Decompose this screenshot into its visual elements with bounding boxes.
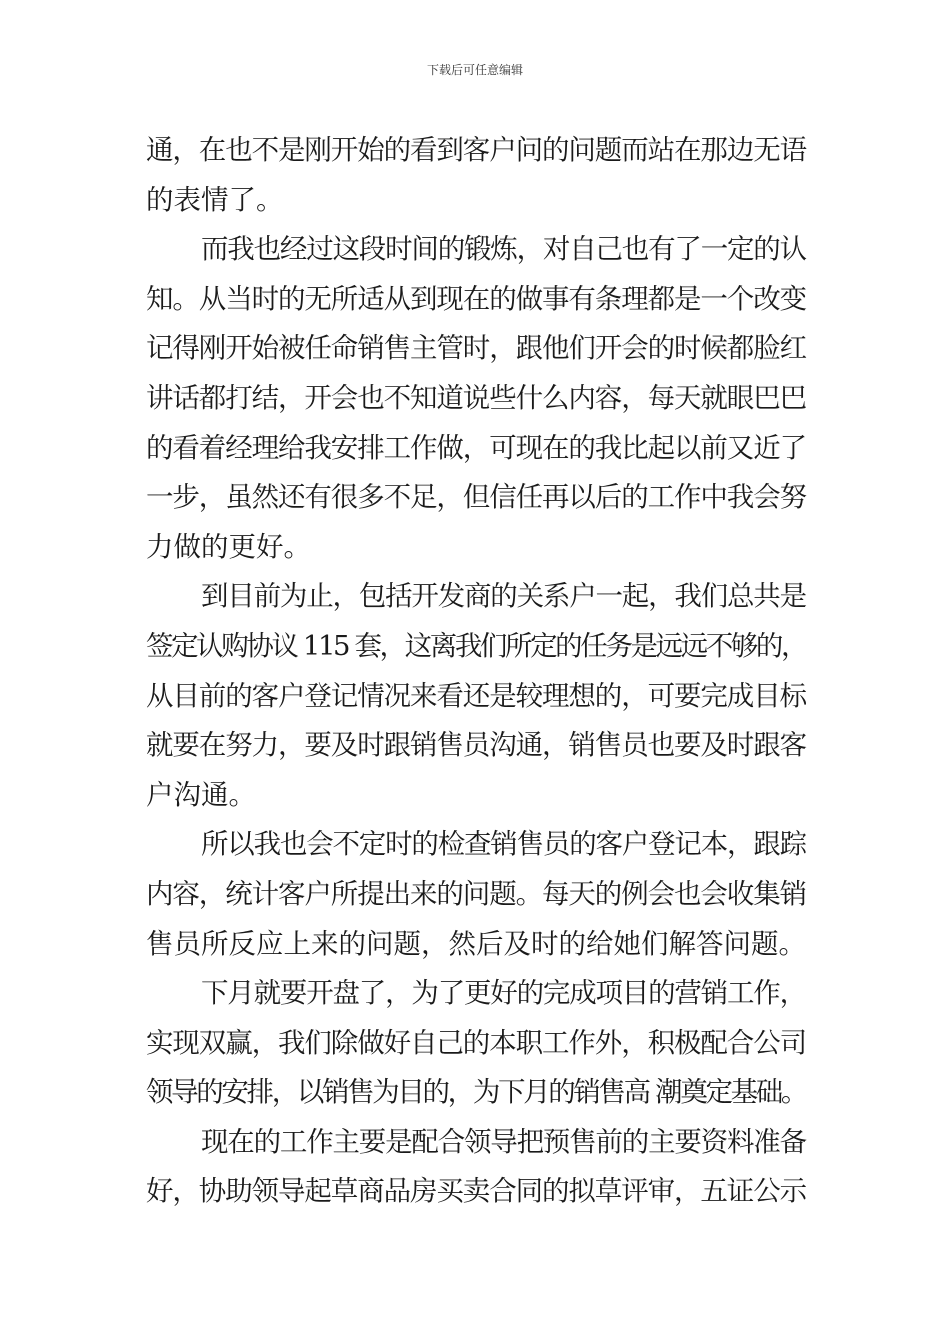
paragraph-first-line: 现在的工作主要是配合领导把预售前的主要资料准备 bbox=[201, 1125, 806, 1158]
text-line: 售员所反应上来的问题，然后及时的给她们解答问题。 bbox=[146, 927, 806, 960]
text-line: 的表情了。 bbox=[146, 183, 284, 216]
text-line: 知。从当时的无所适从到现在的做事有条理都是一个改变 bbox=[146, 282, 806, 315]
text-line: 实现双赢，我们除做好自己的本职工作外，积极配合公司 bbox=[146, 1026, 806, 1059]
paragraph-first-line: 下月就要开盘了，为了更好的完成项目的营销工作， bbox=[201, 977, 806, 1010]
text-line: 力做的更好。 bbox=[146, 530, 311, 563]
text-line: 就要在努力，要及时跟销售员沟通，销售员也要及时跟客 bbox=[146, 729, 806, 762]
text-line: 领导的安排，以销售为目的，为下月的销售高 潮奠定基础。 bbox=[146, 1076, 807, 1109]
text-line: 的看着经理给我安排工作做，可现在的我比起以前又近了 bbox=[146, 431, 806, 464]
text-line: 户沟通。 bbox=[146, 778, 256, 811]
document-body bbox=[146, 126, 806, 1217]
text-line: 一步，虽然还有很多不足，但信任再以后的工作中我会努 bbox=[146, 481, 806, 514]
paragraph-first-line: 到目前为止，包括开发商的关系户一起，我们总共是 bbox=[201, 580, 806, 613]
text-line: 从目前的客户登记情况来看还是较理想的，可要完成目标 bbox=[146, 679, 806, 712]
paragraph-first-line: 所以我也会不定时的检查销售员的客户登记本，跟踪 bbox=[201, 828, 806, 861]
page-header-note: 下载后可任意编辑 bbox=[426, 63, 523, 77]
text-line: 通，在也不是刚开始的看到客户问的问题而站在那边无语 bbox=[146, 134, 806, 166]
text-line: 讲话都打结，开会也不知道说些什么内容，每天就眼巴巴 bbox=[146, 381, 806, 414]
text-line: 好，协助领导起草商品房买卖合同的拟草评审，五证公示 bbox=[146, 1175, 806, 1208]
text-line: 签定认购协议 115 套，这离我们所定的任务是远远不够的， bbox=[146, 629, 807, 662]
text-line: 内容，统计客户所提出来的问题。每天的例会也会收集销 bbox=[146, 877, 806, 910]
paragraph-first-line: 而我也经过这段时间的锻炼，对自己也有了一定的认 bbox=[201, 233, 806, 266]
text-line: 记得刚开始被任命销售主管时，跟他们开会的时候都脸红 bbox=[146, 332, 806, 365]
